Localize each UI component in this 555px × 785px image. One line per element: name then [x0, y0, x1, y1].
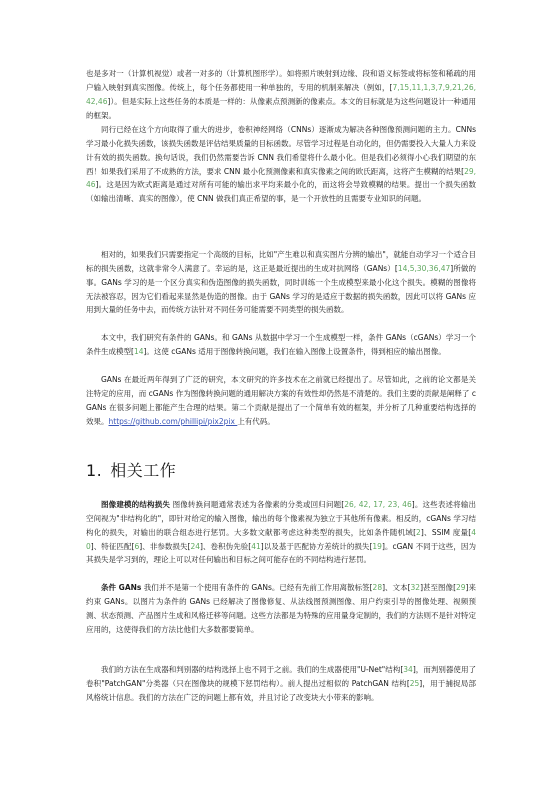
para-text: ]、特征匹配[	[90, 541, 135, 551]
para-text: ]，而判别器使用了卷积"PatchGAN"分类器（只在图像块的规模下惩罚结构）。前人提出过相似的 PatchGAN 结构[	[86, 665, 476, 688]
citation-link[interactable]: 32	[410, 583, 421, 592]
para-text: ]、卷积伪先验[	[200, 541, 252, 551]
contribution-paragraph	[86, 373, 476, 428]
para-text: ]）。但是实际上这些任务的本质是一样的：从像素点预测新的像素点。本文的目标就是为这些问题设计一种通用的框架。	[86, 96, 476, 120]
para-text: 相对的，如果我们只需要指定一个高级的目标，比如"产生难以和真实图片分辨的输出"，就能自动学习一个适合目标的损失函数，这就非常令人满意了。幸运的是，这正是最近提出的生成对抗网络（GANs）[	[86, 250, 476, 273]
citation-link[interactable]: 40	[86, 527, 476, 551]
citation-link[interactable]: 29	[456, 583, 466, 592]
para-text: 也是多对一（计算机视觉）或者一对多的（计算机图形学）。如将照片映射到边缘、段和语义标签或将标签和稀疏的用户输入映射到真实图像。传统上，每个任务都使用一种单独的，专用的机制来解决（例如，[	[86, 69, 476, 92]
citation-link[interactable]: 19	[372, 541, 382, 551]
paragraph-lead: 条件 GANs	[101, 583, 142, 592]
section-heading	[86, 461, 476, 481]
code-link[interactable]: https://github.com/phillipi/pix2pix	[108, 416, 238, 426]
para-text: 图像转换问题通常表述为各像素的分类或回归问题[	[170, 500, 345, 509]
citation-link[interactable]: 41	[251, 541, 261, 551]
gan-paragraph	[86, 248, 476, 317]
para-text: 本文中，我们研究有条件的 GANs。和 GANs 从数据中学习一个生成模型一样，条件 GANs（cGANs）学习一个条件生成模型[	[86, 333, 476, 356]
citation-link[interactable]: 34	[403, 665, 413, 674]
cnn-loss-paragraph	[86, 123, 476, 206]
para-text: GANs 在最近两年得到了广泛的研究，本文研究的许多技术在之前就已经提出了。尽管如此，之前的论文都是关注特定的应用，而 cGANs 作为图像转换问题的通用解决方案的有效性却仍然是不清楚的。我们主要的贡献是阐释了 cGANs 在很多问题上都能产生合理的结果。第二个贡献是提出了一个简单有效的框架，并分析了几种重要结构选择的效果。	[86, 375, 476, 426]
para-text: ]、非参数损失[	[139, 541, 191, 551]
conditional-gan-paragraph	[86, 581, 476, 636]
intro-paragraph-continued	[86, 67, 476, 122]
citation-link[interactable]: 29,46	[86, 166, 476, 190]
para-text: 同行已经在这个方向取得了重大的进步，卷积神经网络（CNNs）逐渐成为解决各种图像预测问题的主力。CNNs 学习最小化损失函数，该损失函数是评估结果质量的目标函数。尽管学习过程是自动化的，但仍需要投入大量人力来设计有效的损失函数。换句话说，我们仍然需要告诉 CNN 我们希望将什么最小化。但是我们必须得小心我们期望的东西！如果我们采用了不成熟的方法，要求 CNN 最小化预测像素和真实像素之间的欧氏距离，这将产生模糊的结果[	[86, 125, 476, 176]
citation-link[interactable]: 6	[134, 541, 140, 551]
citation-link[interactable]: 2	[416, 527, 421, 537]
para-text: ]来约束 GANs。以图片为条件的 GANs 已经解决了图像修复、从法线图预测图像、用户约束引导的图像处理、视频预测、状态预测、产品图片生成和风格迁移等问题。这些方法都是为特殊的应用量身定制的，我们的方法则不是针对特定应用的，这使得我们的方法比他们大多数都要简单。	[86, 583, 476, 634]
citation-link[interactable]: 28	[372, 583, 383, 592]
section-title: 相关工作	[110, 461, 177, 480]
para-text: ]。这使 cGANs 适用于图像转换问题，我们在输入图像上设置条件，得到相应的输出图像。	[143, 346, 446, 356]
citation-link[interactable]: 25	[409, 678, 420, 688]
para-text: ]甚至图像[	[420, 583, 456, 592]
para-text: ]。cGAN 不同于这些，因为其损失是学习到的，理论上可以对任何输出和目标之间可能存在的不同结构进行惩罚。	[86, 541, 476, 565]
citation-link[interactable]: 14	[133, 346, 144, 356]
para-text: ]。这些表述将输出空间视为"非结构化的"，即针对给定的输入图像，输出的每个像素视为独立于其他所有像素。相反的，cGANs 学习结构化的损失，对输出的联合组态进行惩罚。大多数文献都考虑这种类型的损失，比如条件随机域[	[86, 500, 476, 537]
cgan-paragraph	[86, 331, 476, 359]
citation-link[interactable]: 7,15,11,1,3,7,9,21,26,42,46	[86, 82, 476, 106]
citation-link[interactable]: 14,5,30,36,47	[397, 263, 451, 273]
para-text: ]所做的事。GANs 学习的是一个区分真实和伪造图像的损失函数，同时训练一个生成模型来最小化这个损失。模糊的图像将无法被容忍，因为它们看起来显然是伪造的图像。由于 GANs 学习的是适应于数据的损失函数，因此可以将 GANs 应用到大量的任务中去，而传统方法针对不同任务可能需要不同类型的损失函数。	[86, 263, 476, 315]
structured-loss-paragraph	[86, 498, 476, 567]
para-text: ]以及基于匹配协方差统计的损失[	[260, 541, 373, 551]
para-text: ]、SSIM 度量[	[420, 527, 472, 537]
paragraph-lead: 图像建模的结构损失	[101, 500, 171, 509]
para-text: ]。这是因为欧式距离是通过对所有可能的输出求平均来最小化的，而这将会导致模糊的结果。提出一个损失函数（如输出清晰、真实的图像），使 CNN 做我们真正希望的事，是一个开放性的且需要专业知识的问题。	[86, 180, 476, 204]
para-text: ]，用于捕捉局部风格统计信息。我们的方法在广泛的问题上都有效，并且讨论了改变块大小带来的影响。	[86, 678, 476, 702]
citation-link[interactable]: 26, 42, 17, 23, 46	[344, 500, 412, 509]
para-text: ]、文本[	[382, 583, 411, 592]
citation-link[interactable]: 24	[190, 541, 200, 551]
section-number: 1.	[86, 461, 103, 480]
para-text: 我们的方法在生成器和判别器的结构选择上也不同于之前。我们的生成器使用"U-Net"结构[	[101, 665, 404, 674]
para-text: 上有代码。	[237, 416, 275, 426]
para-text: 我们并不是第一个使用有条件的 GANs。已经有先前工作用离散标签[	[141, 583, 373, 592]
architecture-paragraph	[86, 663, 476, 705]
